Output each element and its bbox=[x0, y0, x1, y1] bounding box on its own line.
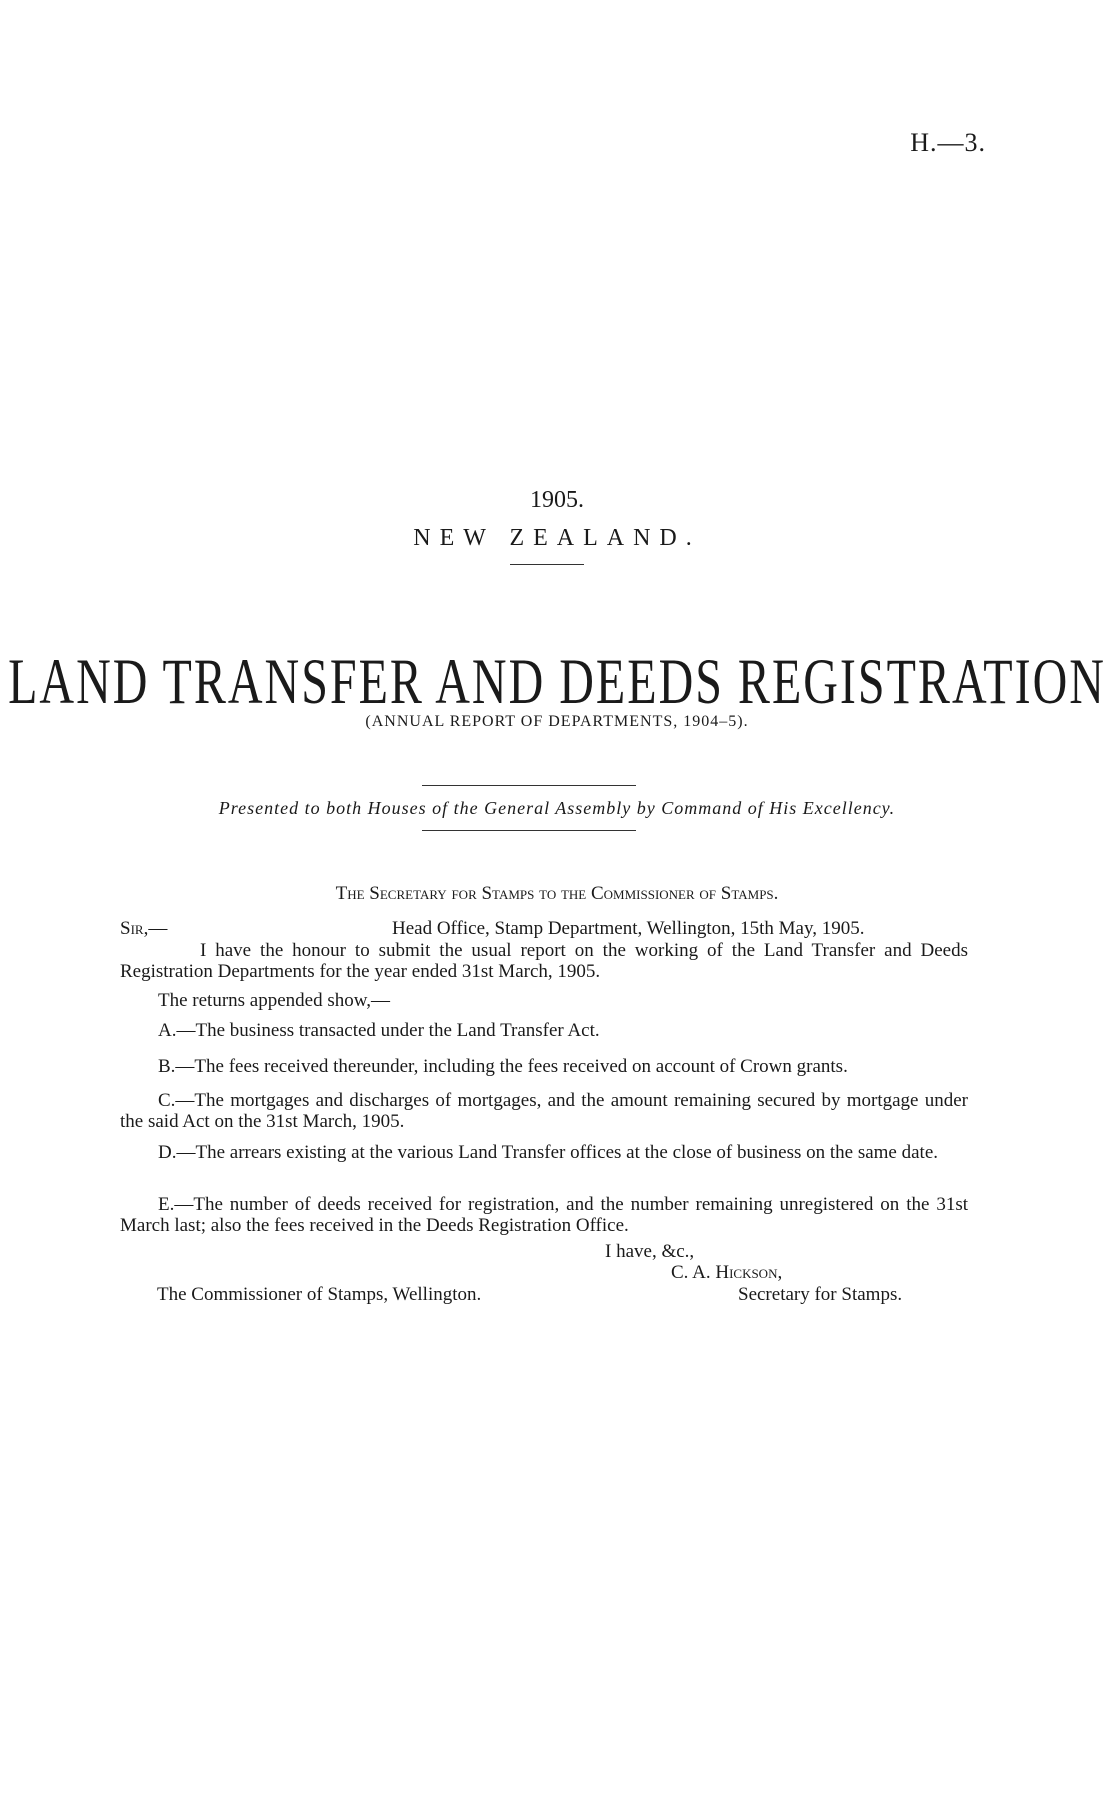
letter-salutation: Sir,— bbox=[120, 918, 168, 939]
document-reference: H.—3. bbox=[910, 128, 986, 157]
return-item-c: C.—The mortgages and discharges of mortgages, and the amount remaining secured by mortgage under the said Act on the 31st March, 1905. bbox=[120, 1090, 968, 1132]
divider-rule bbox=[510, 564, 584, 565]
divider-rule bbox=[422, 785, 636, 786]
country-heading: NEW ZEALAND. bbox=[413, 525, 701, 551]
return-item-a: A.—The business transacted under the Land Transfer Act. bbox=[158, 1020, 600, 1041]
return-item-b: B.—The fees received thereunder, including the fees received on account of Crown grants. bbox=[158, 1056, 848, 1077]
presented-line: Presented to both Houses of the General Assembly by Command of His Excellency. bbox=[218, 798, 896, 818]
letter-place-date: Head Office, Stamp Department, Wellington, 15th May, 1905. bbox=[392, 918, 865, 939]
addressee: The Commissioner of Stamps, Wellington. bbox=[157, 1284, 482, 1305]
divider-rule bbox=[422, 830, 636, 831]
document-subtitle: (ANNUAL REPORT OF DEPARTMENTS, 1904–5). bbox=[365, 713, 749, 730]
letter-intro-paragraph: I have the honour to submit the usual report on the working of the Land Transfer and Deeds Registration Departments for the year ended 31st March, 1905. bbox=[120, 940, 968, 982]
letter-closing: I have, &c., bbox=[605, 1241, 695, 1262]
signatory-name: C. A. Hickson, bbox=[671, 1262, 783, 1283]
letter-heading: The Secretary for Stamps to the Commissioner of Stamps. bbox=[335, 883, 779, 904]
return-item-d: D.—The arrears existing at the various Land Transfer offices at the close of business on the same date. bbox=[158, 1142, 939, 1163]
year-heading: 1905. bbox=[530, 487, 584, 513]
signatory-title: Secretary for Stamps. bbox=[738, 1284, 903, 1305]
returns-intro: The returns appended show,— bbox=[158, 990, 390, 1011]
return-item-e: E.—The number of deeds received for registration, and the number remaining unregistered on the 31st March last; also the fees received in the Deeds Registration Office. bbox=[120, 1194, 968, 1236]
document-title: LAND TRANSFER AND DEEDS REGISTRATION bbox=[8, 646, 1106, 718]
